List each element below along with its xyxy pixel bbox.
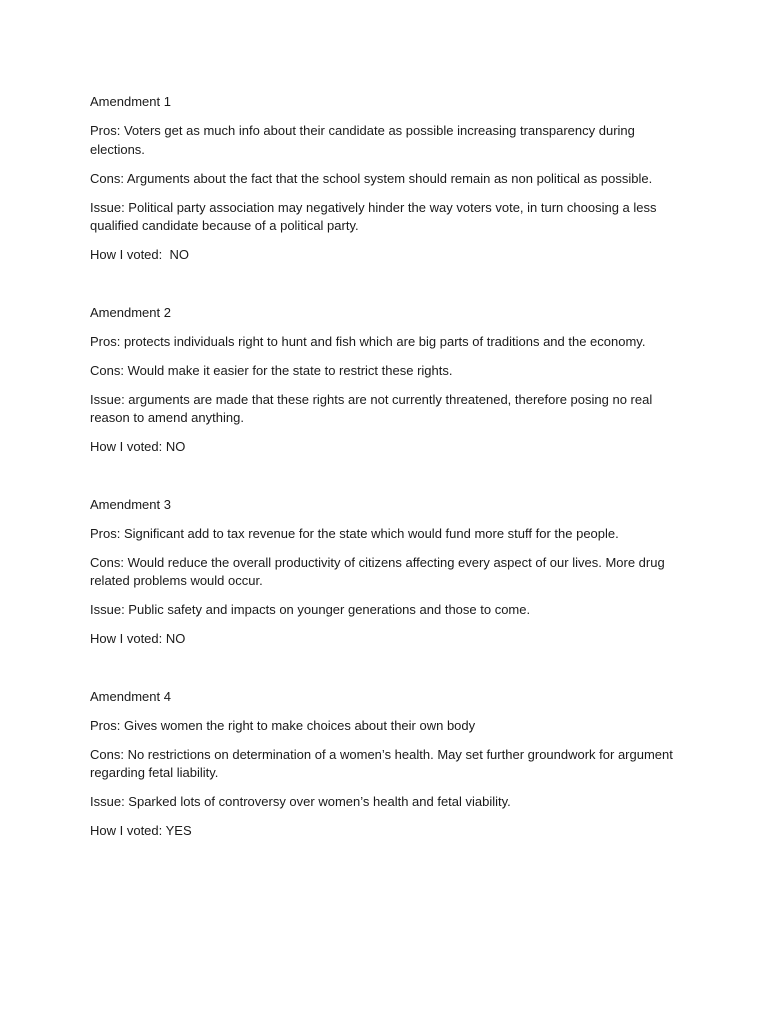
- amendment-1-section: [90, 93, 680, 265]
- document-page: [90, 93, 680, 841]
- amendment-3-cons: Cons: Would reduce the overall productivity of citizens affecting every aspect of our lives. More drug related problems would occur.: [90, 554, 669, 588]
- amendment-2-vote: How I voted: NO: [90, 439, 186, 454]
- amendment-1-cons: Cons: Arguments about the fact that the school system should remain as non political as possible.: [90, 170, 653, 186]
- amendment-4-section: [90, 688, 680, 841]
- amendment-3-title: Amendment 3: [90, 496, 171, 512]
- amendment-4-pros: Pros: Gives women the right to make choices about their own body: [90, 717, 476, 733]
- amendment-4-cons: Cons: No restrictions on determination of a women’s health. May set further groundwork for argument regarding fetal liability.: [90, 746, 677, 780]
- amendment-4-vote: How I voted: YES: [90, 823, 192, 838]
- amendment-1-vote: How I voted: NO: [90, 247, 189, 262]
- amendment-2-cons: Cons: Would make it easier for the state to restrict these rights.: [90, 362, 453, 378]
- amendment-2-pros: Pros: protects individuals right to hunt and fish which are big parts of traditions and the economy.: [90, 333, 646, 349]
- amendment-4-issue: Issue: Sparked lots of controversy over women’s health and fetal viability.: [90, 794, 511, 809]
- amendment-4-title: Amendment 4: [90, 688, 171, 704]
- amendment-2-title: Amendment 2: [90, 304, 171, 320]
- amendment-2-issue: Issue: arguments are made that these rights are not currently threatened, therefore posing no real reason to amend anything.: [90, 391, 656, 425]
- amendment-1-pros: Pros: Voters get as much info about their candidate as possible increasing transparency during elections.: [90, 123, 639, 157]
- amendment-1-title: Amendment 1: [90, 94, 171, 109]
- amendment-2-section: [90, 304, 680, 457]
- amendment-3-section: [90, 496, 680, 649]
- amendment-3-pros: Pros: Significant add to tax revenue for the state which would fund more stuff for the people.: [90, 525, 619, 541]
- amendment-3-issue: Issue: Public safety and impacts on younger generations and those to come.: [90, 602, 531, 617]
- amendment-3-vote: How I voted: NO: [90, 631, 186, 646]
- amendment-1-issue: Issue: Political party association may negatively hinder the way voters vote, in turn choosing a less qualified candidate because of a political party.: [90, 199, 661, 233]
